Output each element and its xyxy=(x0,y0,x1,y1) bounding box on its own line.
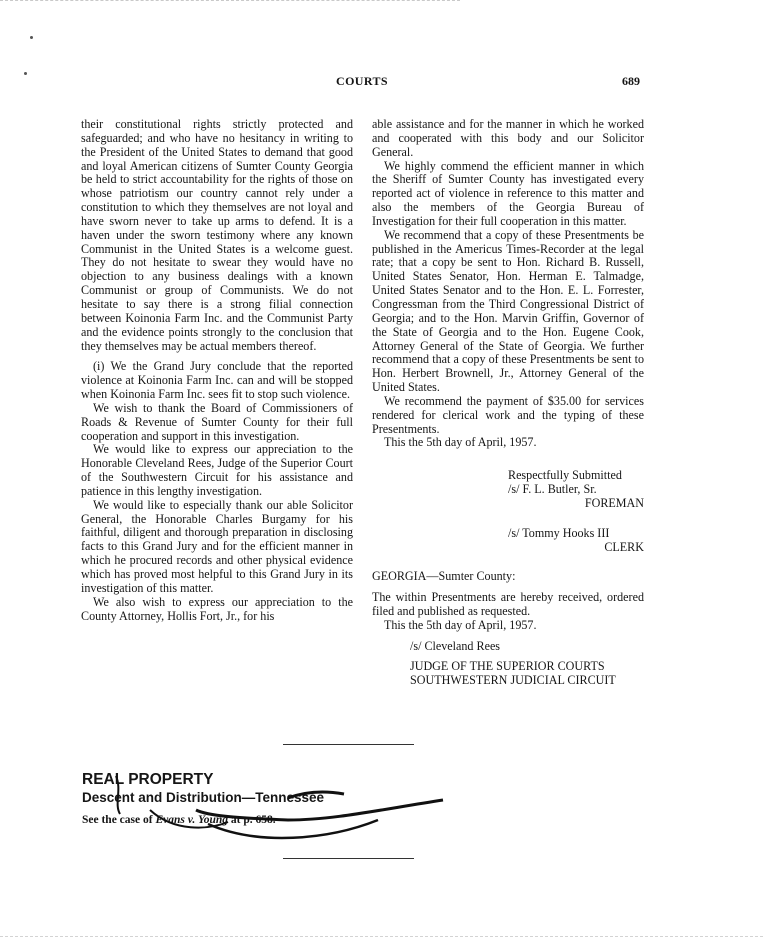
handwritten-pen-mark xyxy=(78,770,458,850)
judge-title: JUDGE OF THE SUPERIOR COURTS xyxy=(410,659,605,674)
judge-signature: /s/ Cleveland Rees xyxy=(410,638,501,653)
foreman-signature-block xyxy=(372,468,644,554)
right-column xyxy=(372,118,644,688)
paragraph: We would like to especially thank our able Solicitor General, the Honorable Charles Burgamy for his faithful, diligent and thorough preparation in disclosing facts to this Grand Jury and for the efficient manner in which he procured records and other physical evidence which has proved most helpful to this Grand Jury in its investigation of this matter. xyxy=(81,497,353,595)
county-heading: GEORGIA—Sumter County: xyxy=(372,569,516,584)
case-reference-prefix: See the case of xyxy=(82,814,153,826)
foreman-title: FOREMAN xyxy=(584,496,644,511)
running-header: COURTS xyxy=(336,74,388,88)
real-property-title: REAL PROPERTY xyxy=(82,771,214,788)
paragraph: (i) We the Grand Jury conclude that the reported violence at Koinonia Farm Inc. can and will be stopped when Koinonia Farm Inc. sees fit to stop such violence. xyxy=(81,359,353,402)
dated-line: This the 5th day of April, 1957. xyxy=(384,617,537,632)
paragraph: their constitutional rights strictly protected and safeguarded; and who have no hesitancy in writing to the President of the United States to demand that good and loyal American citizens of Sumter County Georgia be held to strict accountability for the rights of those on whose patriotism our country cannot rely under a constitution to which they themselves are not loyal and have sworn never to take up arms to defend. It is a haven under the sworn testimony where any known Communist in the United States is a welcome guest. They do not hesitate to swear they would have no objection to any business dealings with a known Communist or group of Communists. We do not hesitate to say there is a strong filial connection between Koinonia Farm Inc. and the Communist Party and the evidence points strongly to the conclusion that they themselves may be actual members thereof. xyxy=(81,117,353,353)
paragraph: We highly commend the efficient manner in which the Sheriff of Sumter County has investigated every reported act of violence in reference to this matter and also the members of the Georgia Bureau of Investigation for their full cooperation in this matter. xyxy=(372,158,644,228)
foreman-signature: /s/ F. L. Butler, Sr. xyxy=(508,482,597,497)
dated-line: This the 5th day of April, 1957. xyxy=(384,435,537,450)
received-statement: The within Presentments are hereby received, ordered filed and published as requested. xyxy=(372,590,644,618)
paragraph: We also wish to express our appreciation to the County Attorney, Hollis Fort, Jr., for his xyxy=(81,594,353,623)
clerk-title: CLERK xyxy=(604,540,644,555)
judge-circuit: SOUTHWESTERN JUDICIAL CIRCUIT xyxy=(410,673,616,688)
section-divider xyxy=(283,744,414,745)
section-divider xyxy=(283,858,414,859)
court-acceptance-block xyxy=(372,570,644,688)
real-property-subtitle: Descent and Distribution—Tennessee xyxy=(82,790,325,805)
paragraph: We wish to thank the Board of Commissioners of Roads & Revenue of Sumter County for their full cooperation and support in this investigation. xyxy=(81,400,353,443)
scan-edge-bottom xyxy=(0,936,763,937)
case-reference-suffix: at p. 658. xyxy=(230,814,276,826)
scan-speck xyxy=(30,36,33,39)
paragraph: We recommend the payment of $35.00 for services rendered for clerical work and the typing of these Presentments. xyxy=(372,393,644,436)
paragraph: We recommend that a copy of these Presentments be published in the Americus Times-Recorder at the legal rate; that a copy be sent to Hon. Richard B. Russell, United States Senator, Hon. Herman E. Talmadge, United States Senator and to the Hon. E. L. Forrester, Congressman from the Third Congressional District of Georgia; and to the Hon. Marvin Griffin, Governor of the State of Georgia and to the Hon. Eugene Cook, Attorney General of the State of Georgia. We further recommend that a copy of these Presentments be sent to Hon. Herbert Brownell, Jr., Attorney General of the United States. xyxy=(372,227,644,395)
paragraph: able assistance and for the manner in which he worked and cooperated with this body and our Solicitor General. xyxy=(372,117,644,159)
left-column xyxy=(81,118,353,623)
scan-edge-top xyxy=(0,0,460,1)
respectfully-submitted: Respectfully Submitted xyxy=(508,468,622,483)
paragraph: We would like to express our appreciation to the Honorable Cleveland Rees, Judge of the Superior Court of the Southwestern Circuit for his assistance and patience in this lengthy investigation. xyxy=(81,442,353,498)
clerk-signature: /s/ Tommy Hooks III xyxy=(508,526,610,541)
scan-speck xyxy=(24,72,27,75)
case-name: Evans v. Young xyxy=(155,814,228,826)
page-number: 689 xyxy=(622,74,640,88)
